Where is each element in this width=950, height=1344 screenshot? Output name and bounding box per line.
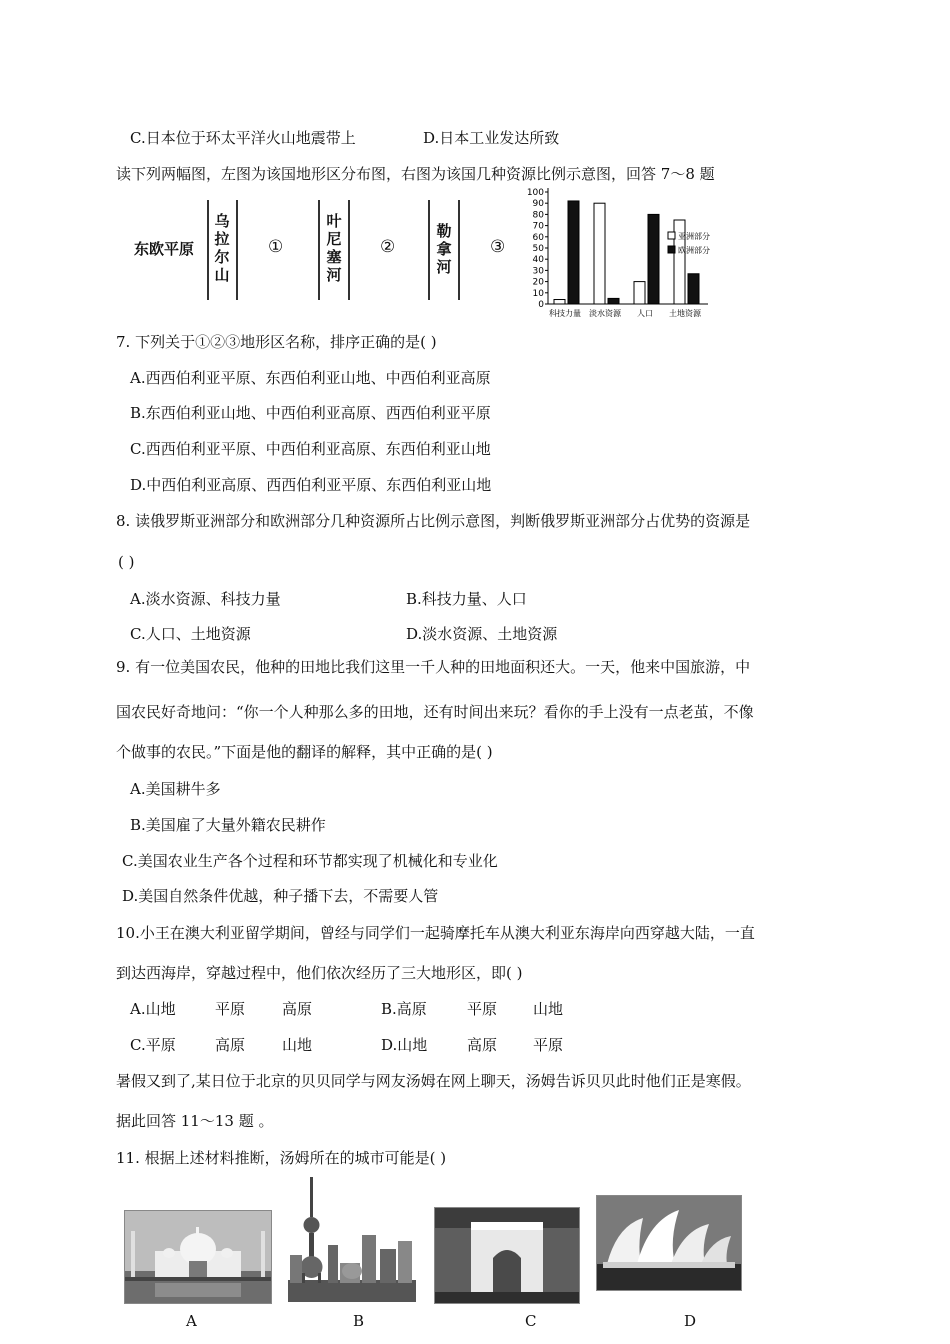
q8-option-b: B.科技力量、人口 — [406, 590, 527, 608]
q9-option-d: D.美国自然条件优越，种子播下去，不需要人管 — [122, 887, 439, 905]
q9-option-b: B.美国雇了大量外籍农民耕作 — [130, 816, 326, 834]
divider-line — [428, 200, 430, 300]
y-tick-label: 20 — [532, 277, 544, 288]
q6-option-d: D.日本工业发达所致 — [423, 129, 560, 147]
x-tick-label: 土地资源 — [669, 309, 701, 318]
q9-option-c: C.美国农业生产各个过程和环节都实现了机械化和专业化 — [122, 852, 498, 870]
q10-b-term-1: B.高原 — [381, 1000, 427, 1018]
q7-option-c: C.西西伯利亚平原、中西伯利亚高原、东西伯利亚山地 — [130, 440, 491, 458]
divider-line — [458, 200, 460, 300]
divider-line — [318, 200, 320, 300]
q10-option-d — [381, 1035, 564, 1055]
q10-d-term-2: 高原 — [467, 1036, 498, 1054]
q10-d-term-1: D.山地 — [381, 1036, 428, 1054]
sydney-opera-house-icon — [597, 1196, 741, 1290]
q8-option-d: D.淡水资源、土地资源 — [406, 625, 558, 643]
bar-europe — [568, 201, 579, 304]
bar-europe — [608, 298, 619, 304]
q7-option-d: D.中西伯利亚高原、西西伯利亚平原、东西伯利亚山地 — [130, 476, 492, 494]
east-european-plain-label: 东欧平原 — [134, 240, 195, 258]
q8-stem: 8. 读俄罗斯亚洲部分和欧洲部分几种资源所占比例示意图，判断俄罗斯亚洲部分占优势的资源是 — [116, 512, 751, 530]
divider-line — [236, 200, 238, 300]
intro-11-13-line-1: 暑假又到了,某日位于北京的贝贝同学与网友汤姆在网上聊天，汤姆告诉贝贝此时他们正是寒假。 — [116, 1072, 751, 1090]
y-tick-label: 50 — [532, 244, 544, 254]
q10-a-term-1: A.山地 — [130, 1000, 176, 1018]
bar-asia — [554, 300, 565, 304]
q9-option-a: A.美国耕牛多 — [130, 780, 221, 798]
q10-option-c — [130, 1035, 313, 1055]
q7-option-a: A.西西伯利亚平原、东西伯利亚山地、中西伯利亚高原 — [130, 369, 491, 387]
region-mark-1: ① — [268, 237, 284, 257]
x-tick-label: 淡水资源 — [589, 309, 621, 318]
divider-line — [348, 200, 350, 300]
taj-mahal-photo — [124, 1210, 272, 1304]
q10-c-term-1: C.平原 — [130, 1036, 176, 1054]
q10-b-term-2: 平原 — [467, 1000, 498, 1018]
region-mark-2: ② — [380, 237, 396, 257]
arc-de-triomphe-icon — [435, 1208, 579, 1303]
photo-label-d: D — [684, 1312, 697, 1330]
legend-label: 欧洲部分 — [678, 246, 710, 255]
oriental-pearl-tower-icon — [288, 1175, 416, 1302]
y-tick-label: 0 — [538, 300, 544, 310]
q10-d-term-3: 平原 — [533, 1036, 564, 1054]
q8-blank: ( ) — [118, 553, 135, 571]
y-tick-label: 100 — [526, 188, 544, 198]
bar-asia — [634, 282, 645, 304]
q10-line-1: 10.小王在澳大利亚留学期间，曾经与同学们一起骑摩托车从澳大利亚东海岸向西穿越大陆，一直 — [116, 924, 755, 942]
q10-c-term-2: 高原 — [215, 1036, 246, 1054]
bar-europe — [688, 274, 699, 304]
q10-a-term-3: 高原 — [282, 1000, 313, 1018]
q8-option-a: A.淡水资源、科技力量 — [130, 590, 281, 608]
y-tick-label: 90 — [532, 199, 544, 210]
y-tick-label: 30 — [532, 266, 544, 277]
legend-label: 亚洲部分 — [678, 232, 710, 241]
q9-line-3: 个做事的农民。”下面是他的翻译的解释，其中正确的是( ) — [116, 743, 493, 761]
taj-mahal-icon — [125, 1211, 271, 1303]
q10-line-2: 到达西海岸，穿越过程中，他们依次经历了三大地形区，即( ) — [116, 964, 523, 982]
y-tick-label: 80 — [532, 210, 544, 221]
sydney-opera-house-photo — [596, 1195, 742, 1291]
q9-line-1: 9. 有一位美国农民，他种的田地比我们这里一千人种的田地面积还大。一天，他来中国旅游，中 — [116, 658, 751, 676]
region-mark-3: ③ — [490, 237, 506, 257]
legend-swatch — [668, 232, 675, 239]
yenisei-river-label: 叶尼塞河 — [326, 212, 342, 284]
y-tick-label: 70 — [532, 221, 544, 232]
arc-de-triomphe-photo — [434, 1207, 580, 1304]
q10-b-term-3: 山地 — [533, 1000, 564, 1018]
x-tick-label: 人口 — [637, 309, 653, 318]
lena-river-label: 勒拿河 — [436, 222, 452, 276]
y-tick-label: 60 — [532, 232, 544, 243]
q11-stem: 11. 根据上述材料推断，汤姆所在的城市可能是( ) — [116, 1149, 447, 1167]
q10-option-a — [130, 999, 313, 1019]
bar-asia — [594, 203, 605, 304]
y-tick-label: 40 — [532, 255, 544, 266]
photo-label-b: B — [353, 1312, 365, 1330]
intro-11-13-line-2: 据此回答 11～13 题 。 — [116, 1112, 274, 1130]
intro-7-8: 读下列两幅图，左图为该国地形区分布图，右图为该国几种资源比例示意图，回答 7～8 题 — [116, 165, 715, 183]
divider-line — [207, 200, 209, 300]
q7-stem: 7. 下列关于①②③地形区名称，排序正确的是( ) — [116, 333, 437, 351]
ural-mountains-label: 乌拉尔山 — [214, 212, 230, 284]
x-tick-label: 科技力量 — [549, 309, 581, 318]
q8-option-c: C.人口、土地资源 — [130, 625, 251, 643]
q9-line-2: 国农民好奇地问：“你一个人种那么多的田地，还有时间出来玩？看你的手上没有一点老茧，不像 — [116, 703, 754, 721]
photo-label-a: A — [186, 1312, 197, 1330]
legend-swatch — [668, 246, 675, 253]
shanghai-skyline-photo — [288, 1175, 416, 1302]
photo-label-c: C — [525, 1312, 537, 1330]
q7-option-b: B.东西伯利亚山地、中西伯利亚高原、西西伯利亚平原 — [130, 404, 491, 422]
resource-bar-chart — [522, 180, 722, 320]
q6-option-c: C.日本位于环太平洋火山地震带上 — [130, 129, 356, 147]
bar-europe — [648, 214, 659, 304]
q10-c-term-3: 山地 — [282, 1036, 313, 1054]
y-tick-label: 10 — [532, 288, 544, 299]
q10-a-term-2: 平原 — [215, 1000, 246, 1018]
q10-option-b — [381, 999, 564, 1019]
